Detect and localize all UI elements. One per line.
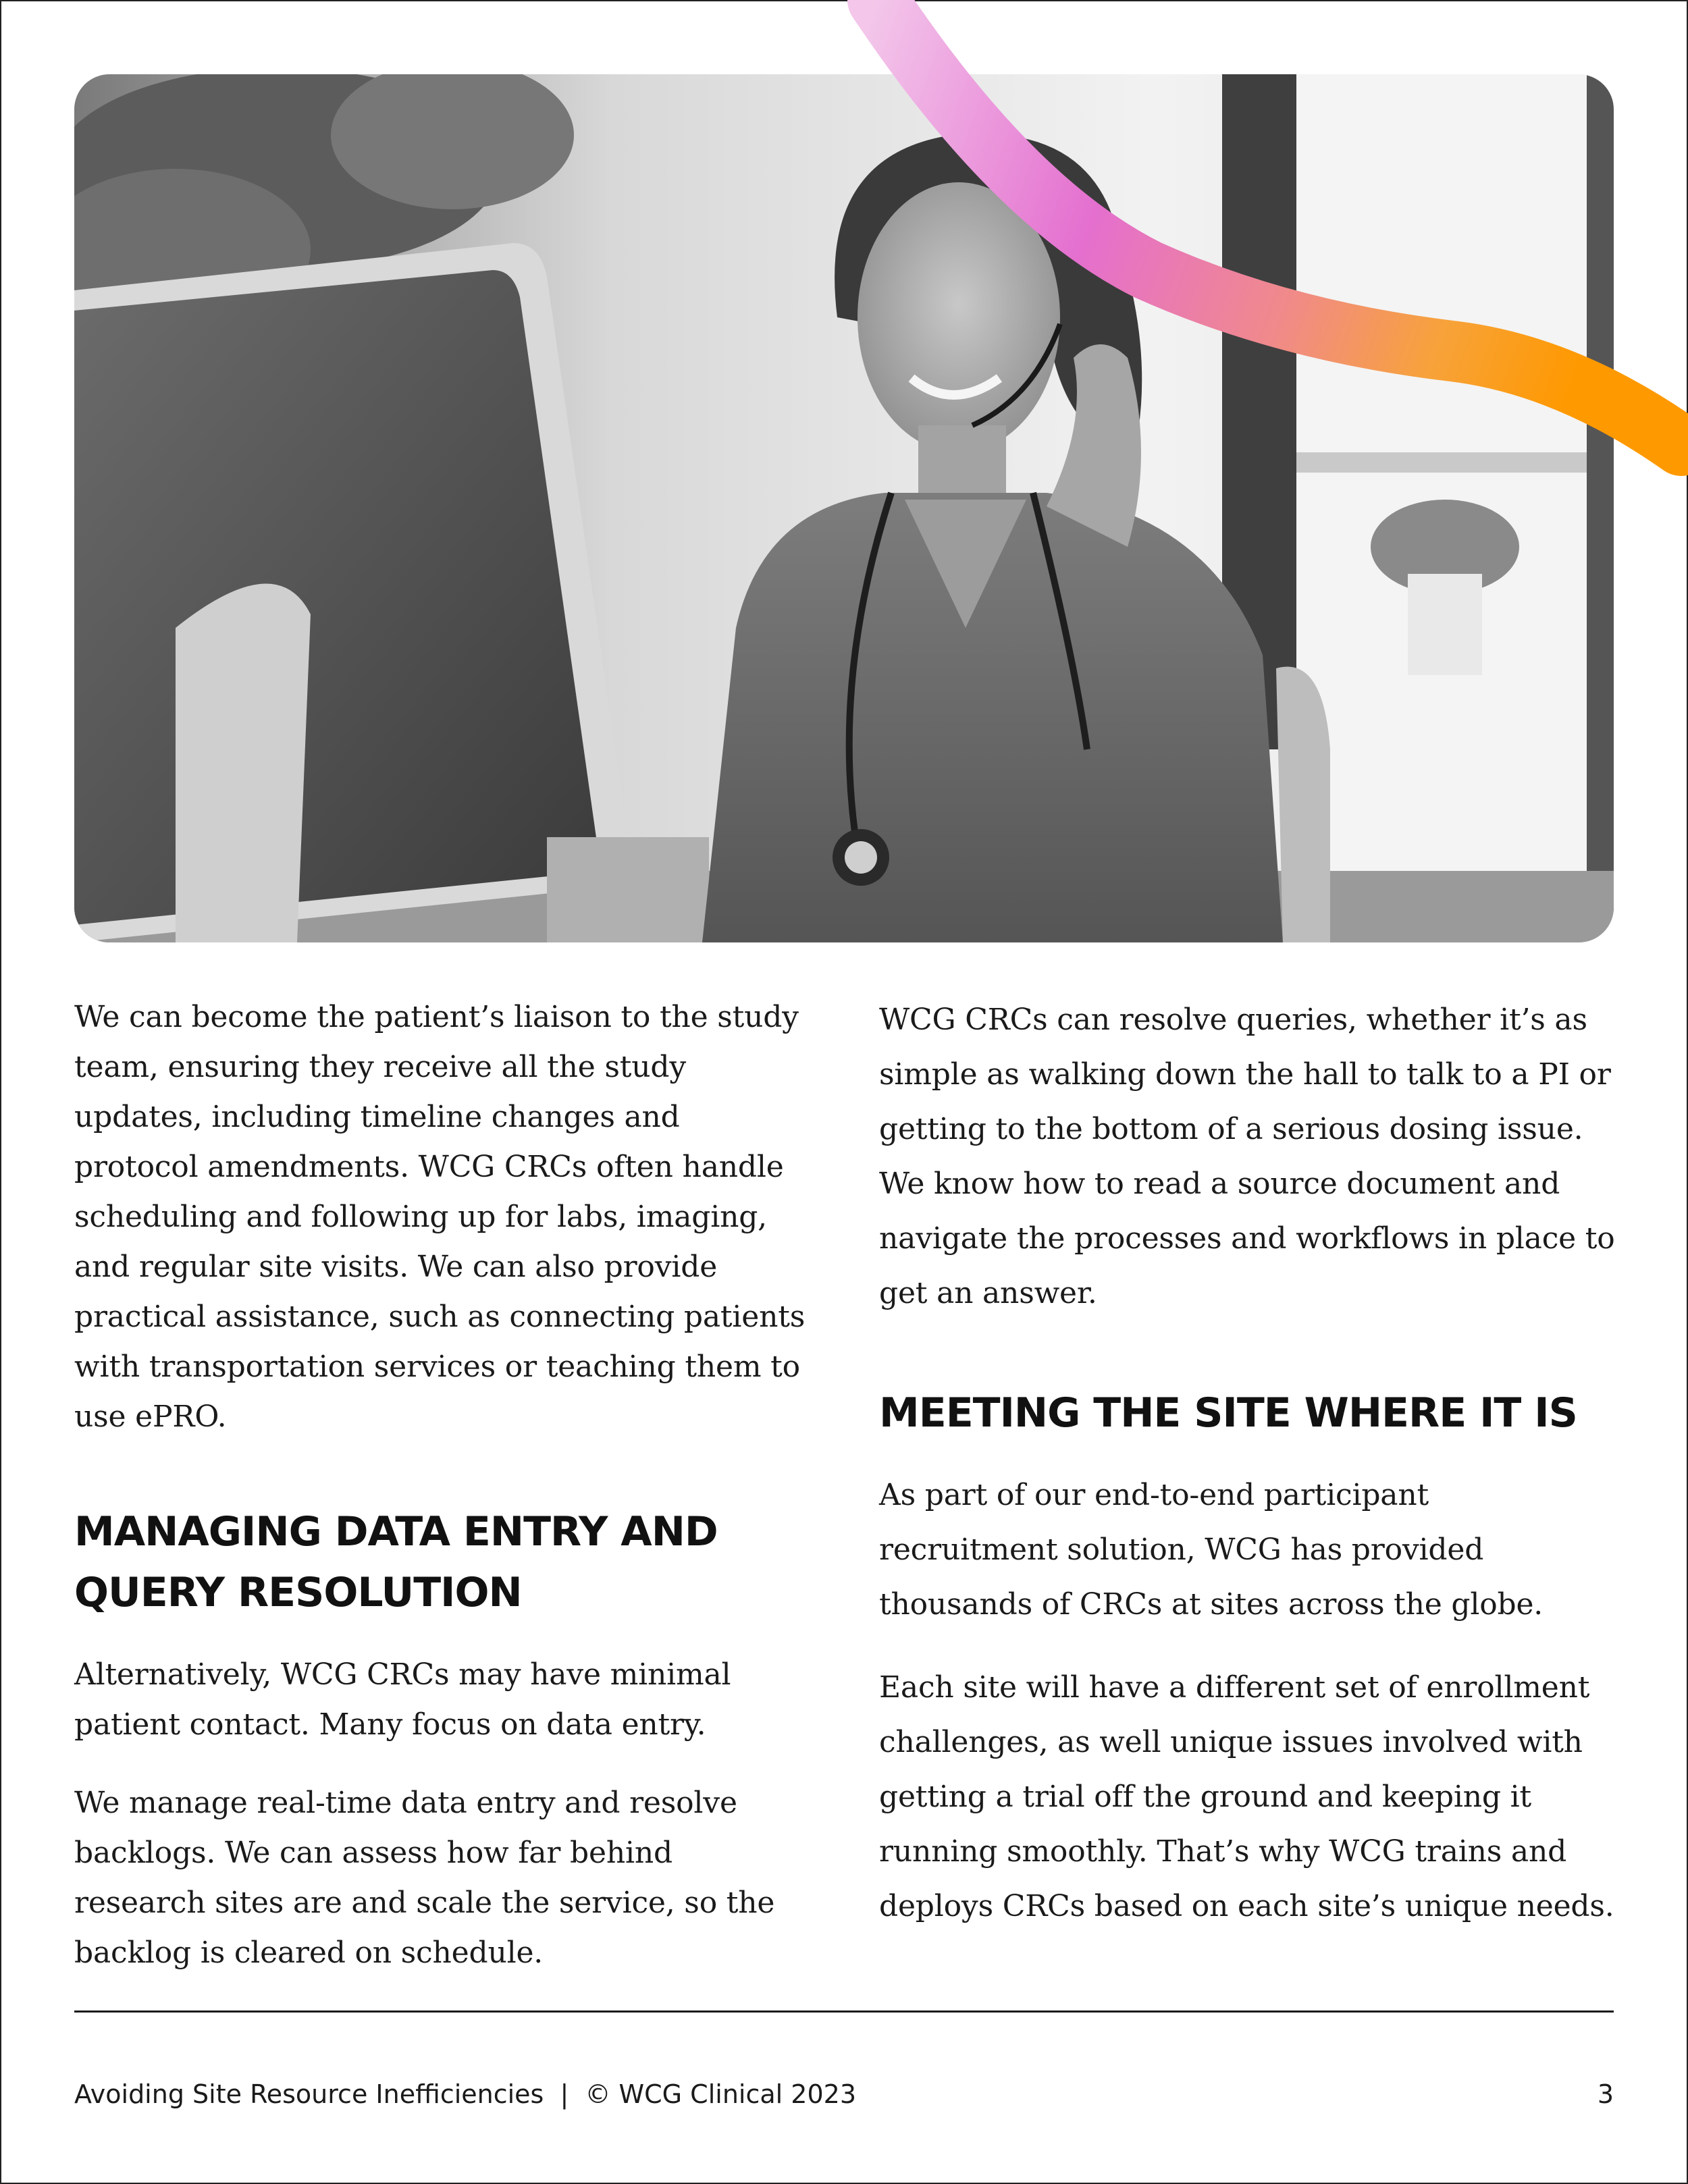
right-paragraph-2: Each site will have a different set of enrollment challenges, as well unique issues involved with getting a trial off the ground and keeping it running smoothly. That’s why WCG trains and deploys CRCs based on each site’s unique needs.: [879, 1670, 1614, 1923]
right-column: [879, 992, 1615, 1962]
heading-managing-data-entry: MANAGING DATA ENTRY AND QUERY RESOLUTION: [74, 1508, 718, 1616]
footer-text: Avoiding Site Resource Inefficiencies | © WCG Clinical 2023: [74, 2079, 856, 2109]
right-paragraph-1: As part of our end-to-end participant recruitment solution, WCG has provided thousands of CRCs at sites across the globe.: [879, 1478, 1544, 1622]
heading-meeting-the-site: MEETING THE SITE WHERE IT IS: [879, 1389, 1577, 1437]
left-paragraph-1: Alternatively, WCG CRCs may have minimal patient contact. Many focus on data entry.: [74, 1657, 731, 1742]
left-column: [74, 992, 810, 2006]
footer-divider: [74, 2010, 1614, 2013]
hero-photo-illustration: [74, 74, 1614, 942]
left-paragraph-2: We manage real-time data entry and resolve backlogs. We can assess how far behind research sites are and scale the service, so the backlog is cleared on schedule.: [74, 1786, 775, 1970]
hero-photo: [74, 74, 1614, 942]
right-intro-paragraph: WCG CRCs can resolve queries, whether it’s as simple as walking down the hall to talk to a PI or getting to the bottom of a serious dosing issue. We know how to read a source document and navigate the processes and workflows in place to get an answer.: [879, 1003, 1615, 1310]
left-intro-paragraph: We can become the patient’s liaison to the study team, ensuring they receive all the study updates, including timeline changes and protocol amendments. WCG CRCs often handle scheduling and following up for labs, imaging, and regular site visits. We can also provide practical assistance, such as connecting patients with transportation services or teaching them to use ePRO.: [74, 1000, 806, 1434]
page-number: 3: [1597, 2079, 1614, 2109]
